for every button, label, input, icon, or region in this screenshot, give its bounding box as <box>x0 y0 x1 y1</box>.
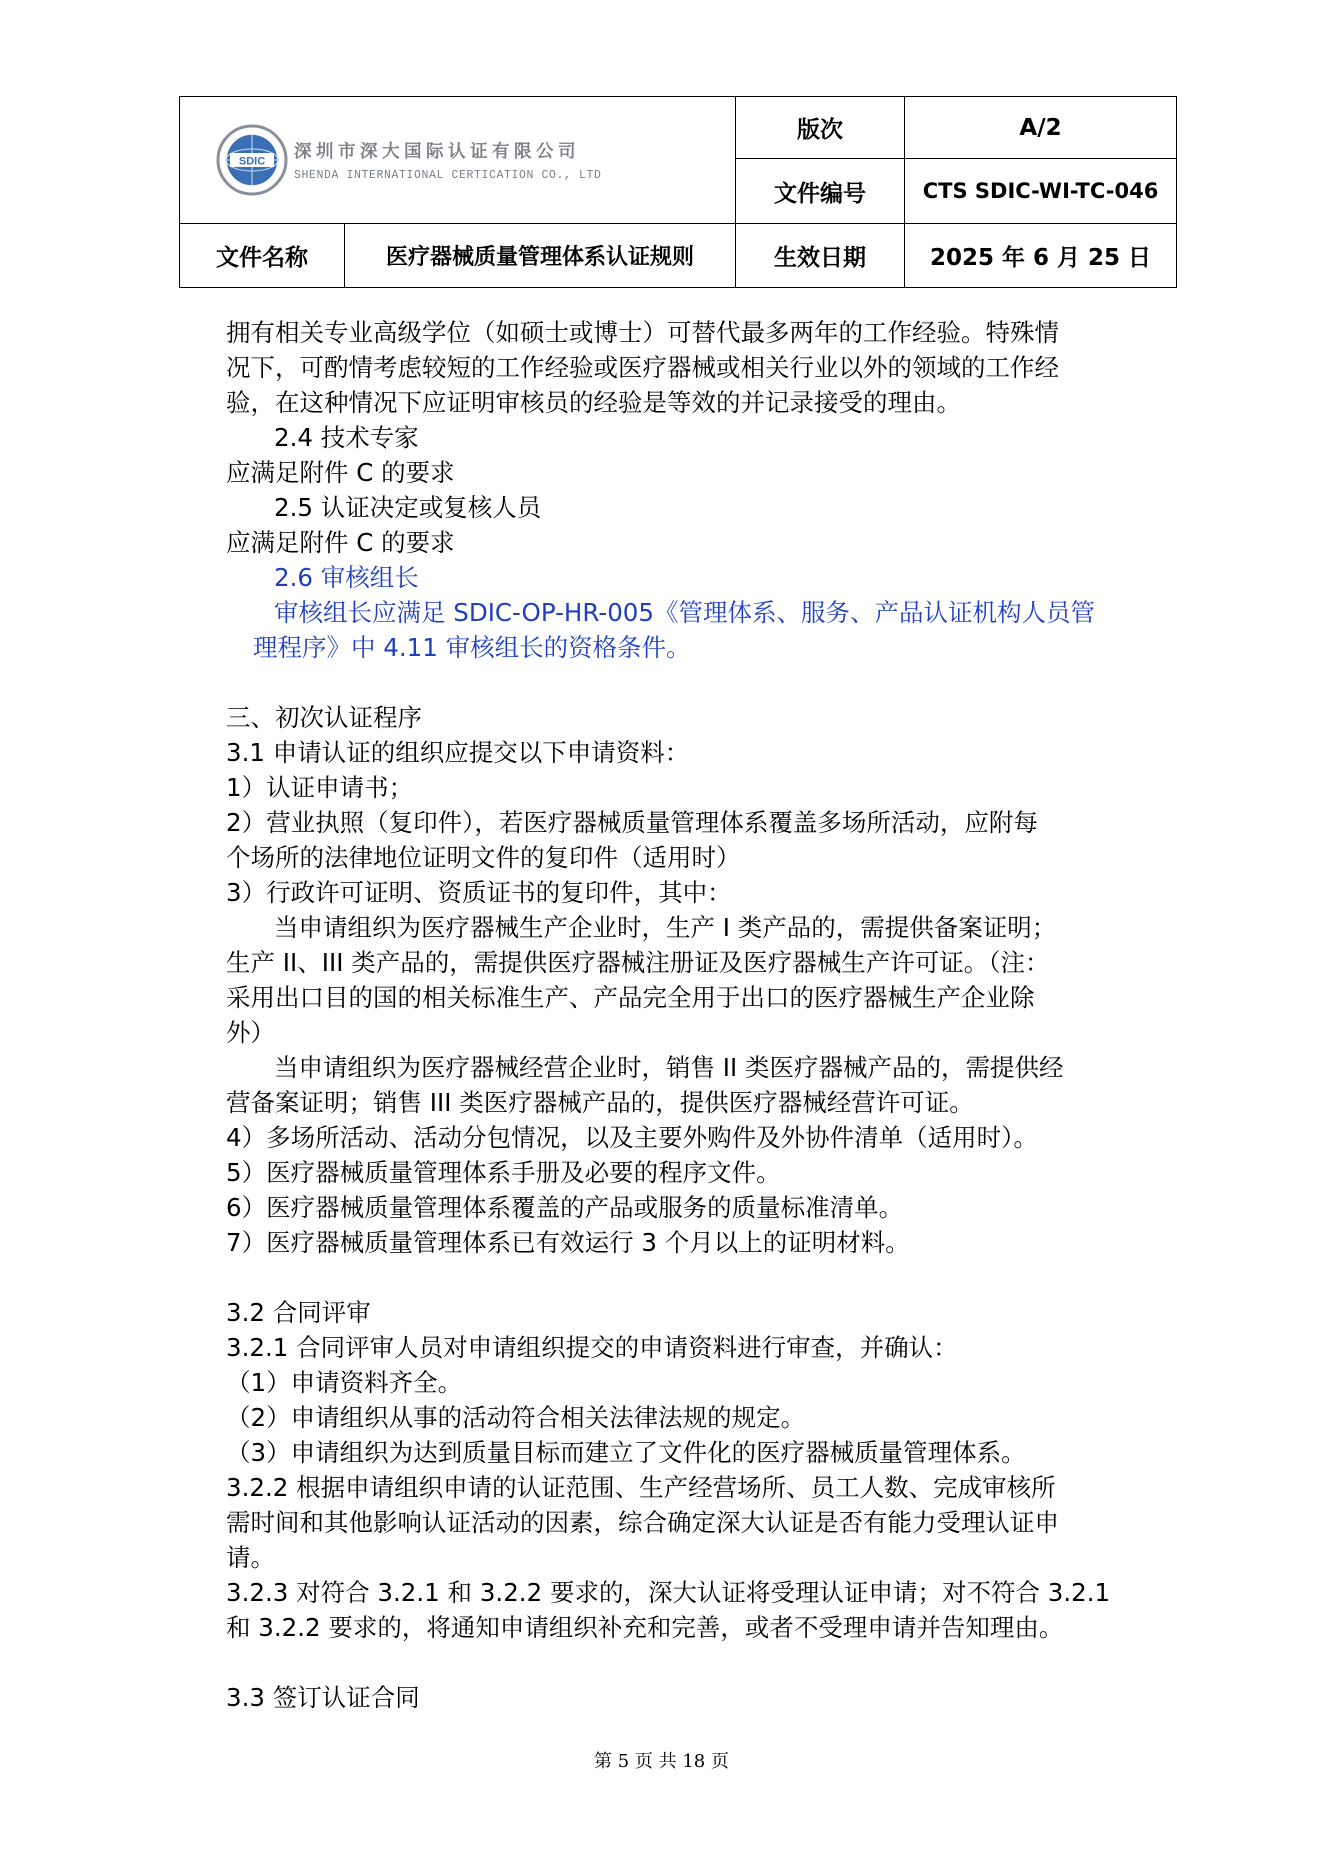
body-line: 营备案证明；销售 III 类医疗器械产品的，提供医疗器械经营许可证。 <box>226 1088 974 1117</box>
list-item: 2）营业执照（复印件），若医疗器械质量管理体系覆盖多场所活动，应附每 <box>226 808 1038 837</box>
body-line: 个场所的法律地位证明文件的复印件（适用时） <box>226 843 741 872</box>
document-name-label: 文件名称 <box>180 224 345 288</box>
body-line: 验，在这种情况下应证明审核员的经验是等效的并记录接受的理由。 <box>226 388 961 417</box>
body-line: 3.2.2 根据申请组织申请的认证范围、生产经营场所、员工人数、完成审核所 <box>226 1473 1056 1502</box>
list-item: 6）医疗器械质量管理体系覆盖的产品或服务的质量标准清单。 <box>226 1193 904 1222</box>
section-heading-3-2: 3.2 合同评审 <box>226 1298 371 1327</box>
version-value: A/2 <box>905 97 1177 159</box>
list-item: 5）医疗器械质量管理体系手册及必要的程序文件。 <box>226 1158 781 1187</box>
body-line: 和 3.2.2 要求的，将通知申请组织补充和完善，或者不受理申请并告知理由。 <box>226 1613 1064 1642</box>
body-line: 采用出口目的国的相关标准生产、产品完全用于出口的医疗器械生产企业除 <box>226 983 1035 1012</box>
body-line: 3.2.3 对符合 3.2.1 和 3.2.2 要求的，深大认证将受理认证申请；对不符合 3.2.1 <box>226 1578 1111 1607</box>
list-item: （1）申请资料齐全。 <box>226 1368 463 1397</box>
body-line: 拥有相关专业高级学位（如硕士或博士）可替代最多两年的工作经验。特殊情 <box>226 318 1059 347</box>
sdic-logo-icon <box>216 124 288 196</box>
page-number: 第 5 页 共 18 页 <box>594 1751 729 1772</box>
body-line: 应满足附件 C 的要求 <box>226 528 455 557</box>
body-line: 理程序》中 4.11 审核组长的资格条件。 <box>253 633 691 662</box>
section-heading-2-4: 2.4 技术专家 <box>274 423 419 452</box>
list-item: 3）行政许可证明、资质证书的复印件，其中： <box>226 878 732 907</box>
body-line: 请。 <box>226 1543 275 1572</box>
company-logo-cell <box>180 97 736 224</box>
list-item: 4）多场所活动、活动分包情况，以及主要外购件及外协件清单（适用时）。 <box>226 1123 1038 1152</box>
document-name-value: 医疗器械质量管理体系认证规则 <box>345 224 736 288</box>
section-heading-2-5: 2.5 认证决定或复核人员 <box>274 493 542 522</box>
body-line: 当申请组织为医疗器械生产企业时，生产 I 类产品的，需提供备案证明； <box>274 913 1057 942</box>
body-line: 需时间和其他影响认证活动的因素，综合确定深大认证是否有能力受理认证申 <box>226 1508 1059 1537</box>
svg-text:SDIC: SDIC <box>238 155 266 168</box>
body-line: 应满足附件 C 的要求 <box>226 458 455 487</box>
body-line: 3.2.1 合同评审人员对申请组织提交的申请资料进行审查，并确认： <box>226 1333 958 1362</box>
body-line: 外） <box>226 1018 275 1047</box>
company-name-cn: 深圳市深大国际认证有限公司 <box>294 142 580 162</box>
effective-date-value: 2025 年 6 月 25 日 <box>905 224 1177 288</box>
document-body <box>226 315 1131 1715</box>
list-item: （3）申请组织为达到质量目标而建立了文件化的医疗器械质量管理体系。 <box>226 1438 1026 1467</box>
company-name-en: SHENDA INTERNATIONAL CERTICATION CO., LTD <box>294 169 602 182</box>
document-number-value: CTS SDIC-WI-TC-046 <box>905 159 1177 224</box>
body-line: 况下，可酌情考虑较短的工作经验或医疗器械或相关行业以外的领域的工作经 <box>226 353 1059 382</box>
list-item: （2）申请组织从事的活动符合相关法律法规的规定。 <box>226 1403 806 1432</box>
list-item: 1）认证申请书； <box>226 773 414 802</box>
section-heading-3-1: 3.1 申请认证的组织应提交以下申请资料： <box>226 738 690 767</box>
body-line: 当申请组织为医疗器械经营企业时，销售 II 类医疗器械产品的，需提供经 <box>274 1053 1064 1082</box>
body-line: 审核组长应满足 SDIC-OP-HR-005《管理体系、服务、产品认证机构人员管 <box>274 598 1095 627</box>
effective-date-label: 生效日期 <box>736 224 905 288</box>
body-line: 生产 II、III 类产品的，需提供医疗器械注册证及医疗器械生产许可证。（注： <box>226 948 1050 977</box>
section-heading-3: 三、初次认证程序 <box>226 703 422 732</box>
version-label: 版次 <box>736 97 905 159</box>
document-header-table <box>179 96 1177 288</box>
document-number-label: 文件编号 <box>736 159 905 224</box>
section-heading-3-3: 3.3 签订认证合同 <box>226 1683 420 1712</box>
list-item: 7）医疗器械质量管理体系已有效运行 3 个月以上的证明材料。 <box>226 1228 910 1257</box>
section-heading-2-6: 2.6 审核组长 <box>274 563 419 592</box>
